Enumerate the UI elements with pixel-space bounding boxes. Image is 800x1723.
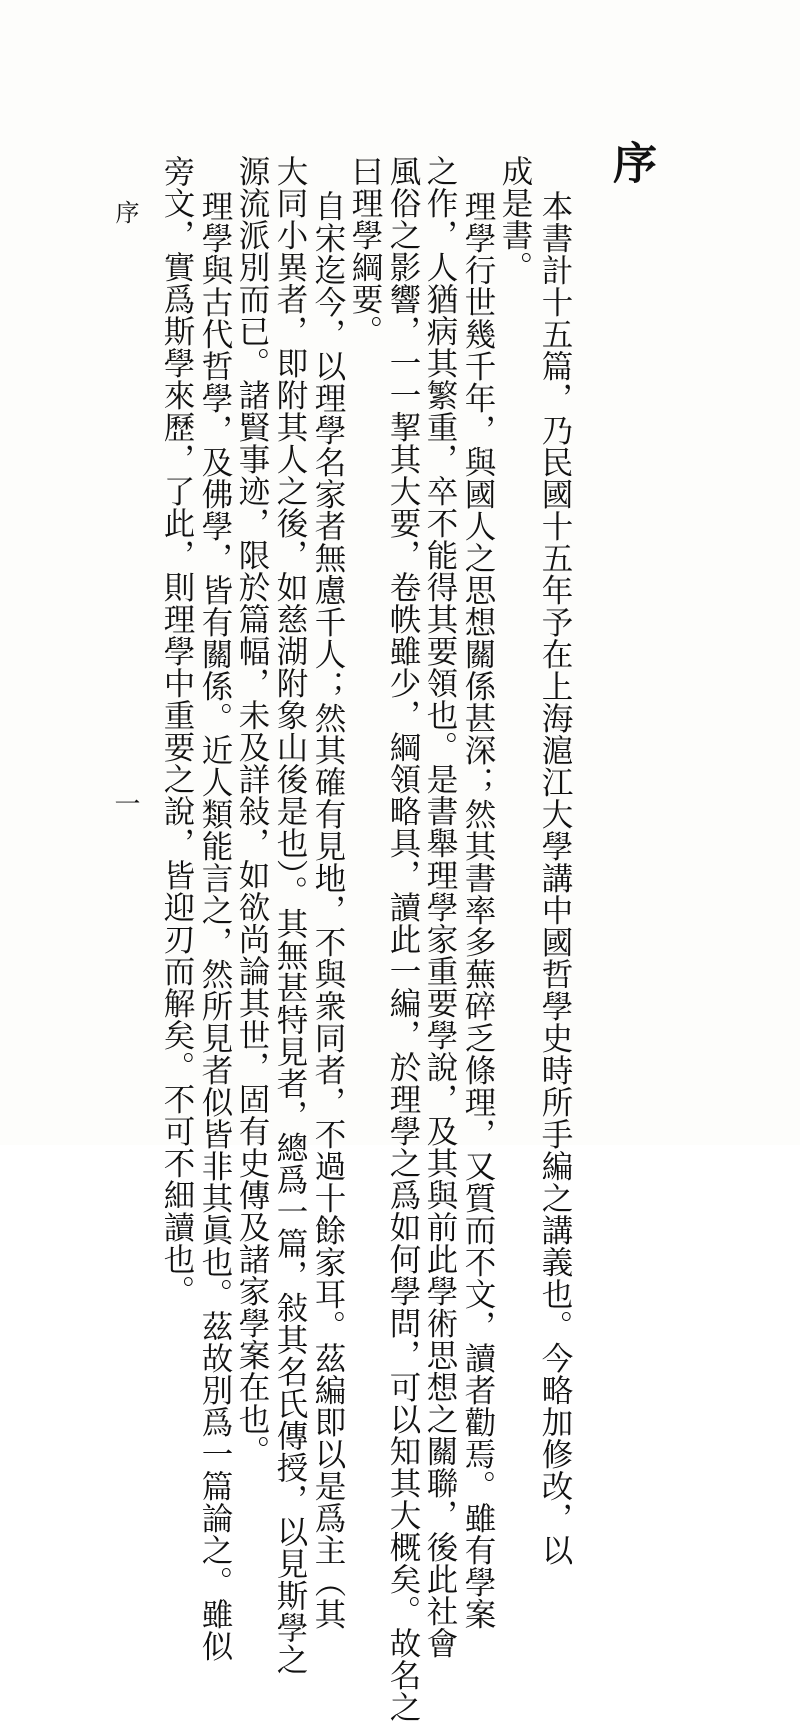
- preface-line: 本書計十五篇，乃民國十五年予在上海滬江大學講中國哲學史時所手編之講義也。今略加修改，以: [537, 190, 573, 1566]
- preface-line: 理學與古代哲學，及佛學，皆有關係。近人類能言之，然所見者似皆非其眞也。茲故別爲一篇論之。雖似: [197, 190, 233, 1662]
- preface-line: 曰理學綱要。: [347, 155, 383, 347]
- preface-line: 大同小異者，即附其人之後，如慈湖附象山後是也）。其無甚特見者，總爲一篇，敍其名氏傳授，以見斯學之: [272, 155, 308, 1676]
- preface-line: 理學行世幾千年，與國人之思想關係甚深；然其書率多蕪碎乏條理，又質而不文，讀者勸焉。雖有學案: [460, 190, 496, 1630]
- preface-line: 源流派別而已。諸賢事迹，限於篇幅，未及詳敍，如欲尚論其世，固有史傳及諸家學案在也。: [234, 155, 270, 1467]
- page-title: 序: [605, 140, 656, 184]
- preface-line: 之作，人猶病其繁重，卒不能得其要領也。是書舉理學家重要學說，及其與前此學術思想之關聯，後此社會: [422, 155, 458, 1659]
- preface-line: 自宋迄今，以理學名家者無慮千人；然其確有見地，不與衆同者，不過十餘家耳。茲編即以是爲主（其: [310, 190, 346, 1630]
- page-number: 一: [110, 790, 140, 816]
- preface-line: 旁文，實爲斯學來歷，了此，則理學中重要之說，皆迎刃而解矣。不可不細讀也。: [159, 155, 195, 1307]
- running-title: 序: [111, 200, 139, 224]
- preface-line: 風俗之影響，一一挈其大要，卷帙雖少，綱領略具，讀此一編，於理學之爲如何學問，可以知其大概矣。故名之: [385, 155, 421, 1723]
- preface-line: 成是書。: [497, 155, 533, 283]
